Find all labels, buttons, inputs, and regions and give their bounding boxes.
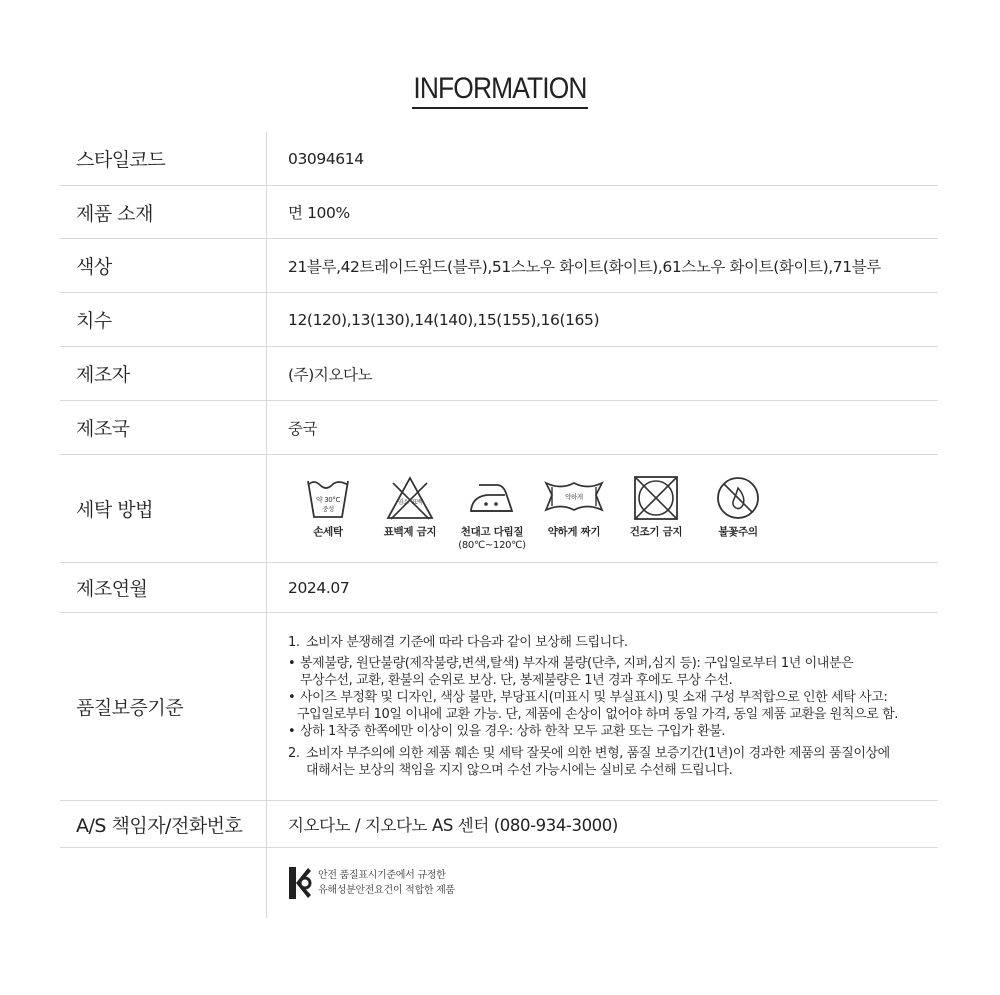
quality-text (267, 613, 938, 800)
wash-item-no-bleach (370, 475, 450, 539)
label-quality: 품질보증기준 (60, 613, 267, 800)
wash-item-hand-wash (288, 475, 368, 539)
quality-num: 2. (288, 746, 300, 761)
kc-mark-icon (288, 866, 312, 900)
page-title: INFORMATION (60, 72, 940, 106)
wash-icon-text: 표백 (411, 499, 423, 506)
quality-bullet (288, 723, 725, 740)
wash-label: 건조기 금지 (629, 526, 683, 538)
wash-icon-text: 약 30°C (316, 496, 340, 504)
quality-item-2 (288, 745, 890, 762)
label-style-code: 스타일코드 (60, 132, 267, 185)
quality-text-line: 봉제불량, 원단불량(제작불량,변색,탈색) 부자재 불량(단추, 지퍼,심지 등): 구입일로부터 1년 이내분은 (300, 656, 854, 671)
value-maker: (주)지오다노 (288, 365, 373, 384)
kc-line: 안전 품질표시기준에서 규정한 (318, 870, 446, 881)
iron-icon (467, 475, 517, 521)
row-material (60, 186, 938, 239)
value-country: 중국 (288, 419, 318, 438)
wash-item-gentle-wring (534, 475, 614, 539)
row-quality (60, 613, 938, 801)
label-material: 제품 소재 (60, 186, 267, 238)
wash-icons (267, 455, 938, 562)
wash-item-iron (452, 475, 532, 553)
row-as (60, 801, 938, 848)
bullet-dot: • (288, 690, 296, 705)
wash-label-text: 천대고 다림질 (460, 526, 524, 538)
quality-text-line: 사이즈 부정확 및 디자인, 색상 불만, 부당표시(미표시 및 부실표시) 및 소재 구성 부적합으로 인한 세탁 사고: (300, 690, 888, 705)
wash-item-no-tumble-dry (616, 475, 696, 539)
wash-icon-text: 염소 (397, 499, 409, 506)
value-style-code: 03094614 (288, 149, 364, 168)
info-table (60, 132, 938, 918)
wash-label: 표백제 금지 (383, 526, 437, 538)
value-color: 21블루,42트레이드윈드(블루),51스노우 화이트(화이트),61스노우 화이트(화이트),71블루 (288, 257, 881, 276)
quality-text-line: 무상수선, 교환, 환불의 순위로 보상. 단, 봉제불량은 1년 경과 후에도 무상 수선. (300, 673, 733, 688)
no-tumble-dry-icon (633, 475, 679, 521)
wash-label: 약하게 짜기 (547, 526, 601, 538)
row-color (60, 239, 938, 293)
hand-wash-icon (305, 475, 351, 521)
row-style-code (60, 132, 938, 186)
row-maker (60, 347, 938, 401)
quality-bullet (288, 655, 853, 672)
value-as: 지오다노 / 지오다노 AS 센터 (080-934-3000) (288, 816, 618, 835)
no-bleach-icon (385, 475, 435, 521)
label-size: 치수 (60, 293, 267, 346)
wash-label: 불꽃주의 (718, 526, 758, 538)
quality-text-line: 구입일로부터 10일 이내에 교환 가능. 단, 제품에 손상이 없어야 하며 동일 가격, 동일 제품 교환을 원칙으로 함. (297, 707, 899, 722)
wash-icon-text: 중성 (322, 505, 334, 513)
row-size (60, 293, 938, 347)
wash-label-sub: (80℃~120℃) (458, 540, 526, 551)
label-kc-empty (60, 848, 267, 918)
quality-text-line: 소비자 부주의에 의한 제품 훼손 및 세탁 잘못에 의한 변형, 품질 보증기간(1년)이 경과한 제품의 품질이상에 (306, 746, 890, 761)
gentle-wring-icon (543, 475, 605, 521)
row-date (60, 563, 938, 613)
value-date: 2024.07 (288, 578, 350, 597)
label-wash: 세탁 방법 (60, 455, 267, 562)
value-material: 면 100% (288, 204, 350, 222)
quality-item-1 (288, 634, 628, 651)
no-dry-clean-icon (715, 475, 761, 521)
row-wash (60, 455, 938, 563)
kc-certification (267, 848, 938, 918)
label-maker: 제조자 (60, 347, 267, 400)
wash-item-no-dry-clean (698, 475, 778, 539)
bullet-dot: • (288, 724, 296, 739)
label-date: 제조연월 (60, 563, 267, 612)
row-kc (60, 848, 938, 918)
label-color: 색상 (60, 239, 267, 292)
wash-label: 손세탁 (313, 526, 343, 538)
bullet-dot: • (288, 656, 296, 671)
value-size: 12(120),13(130),14(140),15(155),16(165) (288, 310, 600, 329)
quality-bullet (288, 689, 887, 706)
quality-num: 1. (288, 635, 300, 650)
label-country: 제조국 (60, 401, 267, 454)
wash-label (458, 525, 525, 553)
quality-text-line: 소비자 분쟁해결 기준에 따라 다음과 같이 보상해 드립니다. (306, 635, 628, 650)
wash-icon-text: 약하게 (565, 493, 583, 501)
row-country (60, 401, 938, 455)
kc-line: 유해성분안전요건이 적합한 제품 (318, 885, 455, 896)
label-as: A/S 책임자/전화번호 (60, 801, 267, 847)
quality-text-line: 상하 1착중 한쪽에만 이상이 있을 경우: 상하 한착 모두 교환 또는 구입가 환불. (300, 724, 726, 739)
kc-text (318, 868, 455, 898)
quality-text-line: 대해서는 보상의 책임을 지지 않으며 수선 가능시에는 실비로 수선해 드립니다. (306, 763, 733, 778)
